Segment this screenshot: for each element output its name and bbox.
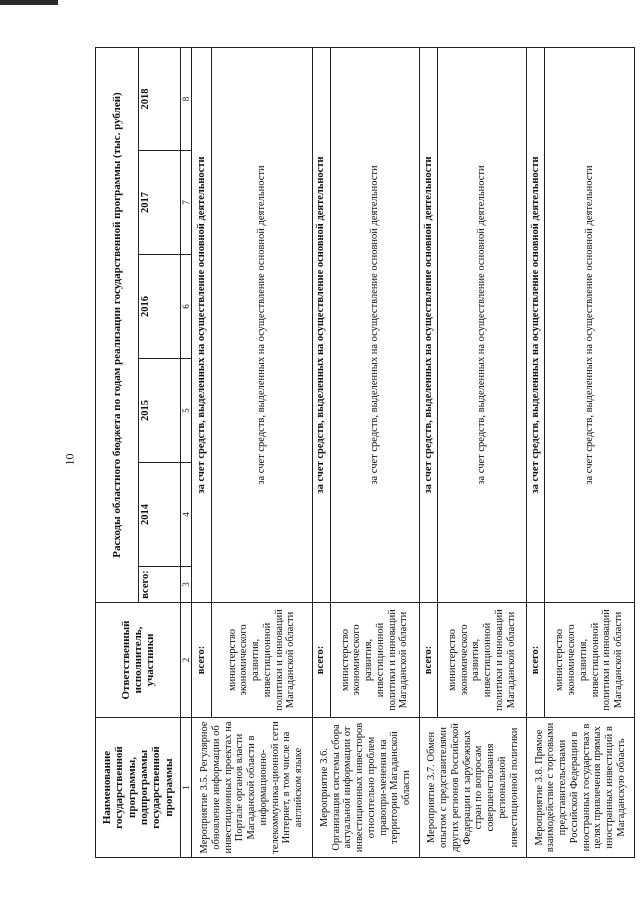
- executor: министерство экономического развития, инвестиционной политики и инноваций Магаданской области: [438, 603, 527, 718]
- header-executor: Ответственный исполнитель, участники: [96, 603, 181, 718]
- header-year: 2014: [139, 463, 181, 567]
- funding-note: за счет средств, выделенных на осуществление основной деятельности: [312, 48, 330, 603]
- table-row: [420, 48, 438, 858]
- col-num: 8: [181, 48, 192, 151]
- table-row: [312, 48, 330, 858]
- total-label: всего:: [312, 603, 330, 718]
- col-num: 6: [181, 255, 192, 359]
- header-total: всего:: [139, 567, 181, 603]
- col-num: 5: [181, 359, 192, 463]
- col-num: 3: [181, 567, 192, 603]
- scan-edge-mark: [0, 0, 58, 5]
- measure-name: Мероприятие 3.6. Организация системы сбора актуальной информации от инвестиционных инвесторов относительно проблем правопри-менения на территории Магаданской области: [312, 718, 419, 858]
- header-expenses: Расходы областного бюджета по годам реализации государственной программы (тыс. рублей): [96, 48, 139, 603]
- funding-note: за счет средств, выделенных на осуществление основной деятельности: [545, 48, 635, 603]
- col-num: 2: [181, 603, 192, 718]
- page-number: 10: [62, 453, 77, 466]
- funding-note: за счет средств, выделенных на осуществление основной деятельности: [330, 48, 419, 603]
- measure-name: Мероприятие 3.8. Прямое взаимодействие с торговыми представительствами Российской Федерации в иностранных государствах в целях привлечения прямых иностранных инвестиций в Магаданскую область: [527, 718, 635, 858]
- rotated-table-container: [95, 48, 635, 858]
- header-year: 2017: [139, 151, 181, 255]
- header-name: Наименование государственной программы, подпрограммы государственной программы: [96, 718, 181, 858]
- col-num: 4: [181, 463, 192, 567]
- funding-note: за счет средств, выделенных на осуществление основной деятельности: [192, 48, 212, 603]
- funding-note: за счет средств, выделенных на осуществление основной деятельности: [212, 48, 312, 603]
- total-label: всего:: [527, 603, 545, 718]
- funding-note: за счет средств, выделенных на осуществление основной деятельности: [420, 48, 438, 603]
- header-year: 2018: [139, 48, 181, 151]
- header-row: [96, 48, 139, 858]
- column-numbers-row: [181, 48, 192, 858]
- table-row: [192, 48, 212, 858]
- funding-note: за счет средств, выделенных на осуществление основной деятельности: [527, 48, 545, 603]
- header-year: 2015: [139, 359, 181, 463]
- col-num: 1: [181, 718, 192, 858]
- total-label: всего:: [192, 603, 212, 718]
- col-num: 7: [181, 151, 192, 255]
- measure-name: Мероприятие 3.5. Регулярное обновление информации об инвестиционных проектах на Портале органов власти Магаданской области в информационно-телекоммуника-ционной сети Интернет, в том числе на английском языке: [192, 718, 312, 858]
- budget-table: [95, 47, 635, 858]
- funding-note: за счет средств, выделенных на осуществление основной деятельности: [438, 48, 527, 603]
- executor: министерство экономического развития, инвестиционной политики и инноваций Магаданской области: [212, 603, 312, 718]
- executor: министерство экономического развития, инвестиционной политики и инноваций Магаданской области: [330, 603, 419, 718]
- table-row: [527, 48, 545, 858]
- measure-name: Мероприятие 3.7. Обмен опытом с представителями других регионов Российской Федерации и зарубежных стран по вопросам совершенствования региональной инвестиционной политики: [420, 718, 527, 858]
- header-year: 2016: [139, 255, 181, 359]
- executor: министерство экономического развития, инвестиционной политики и инноваций Магаданской области: [545, 603, 635, 718]
- total-label: всего:: [420, 603, 438, 718]
